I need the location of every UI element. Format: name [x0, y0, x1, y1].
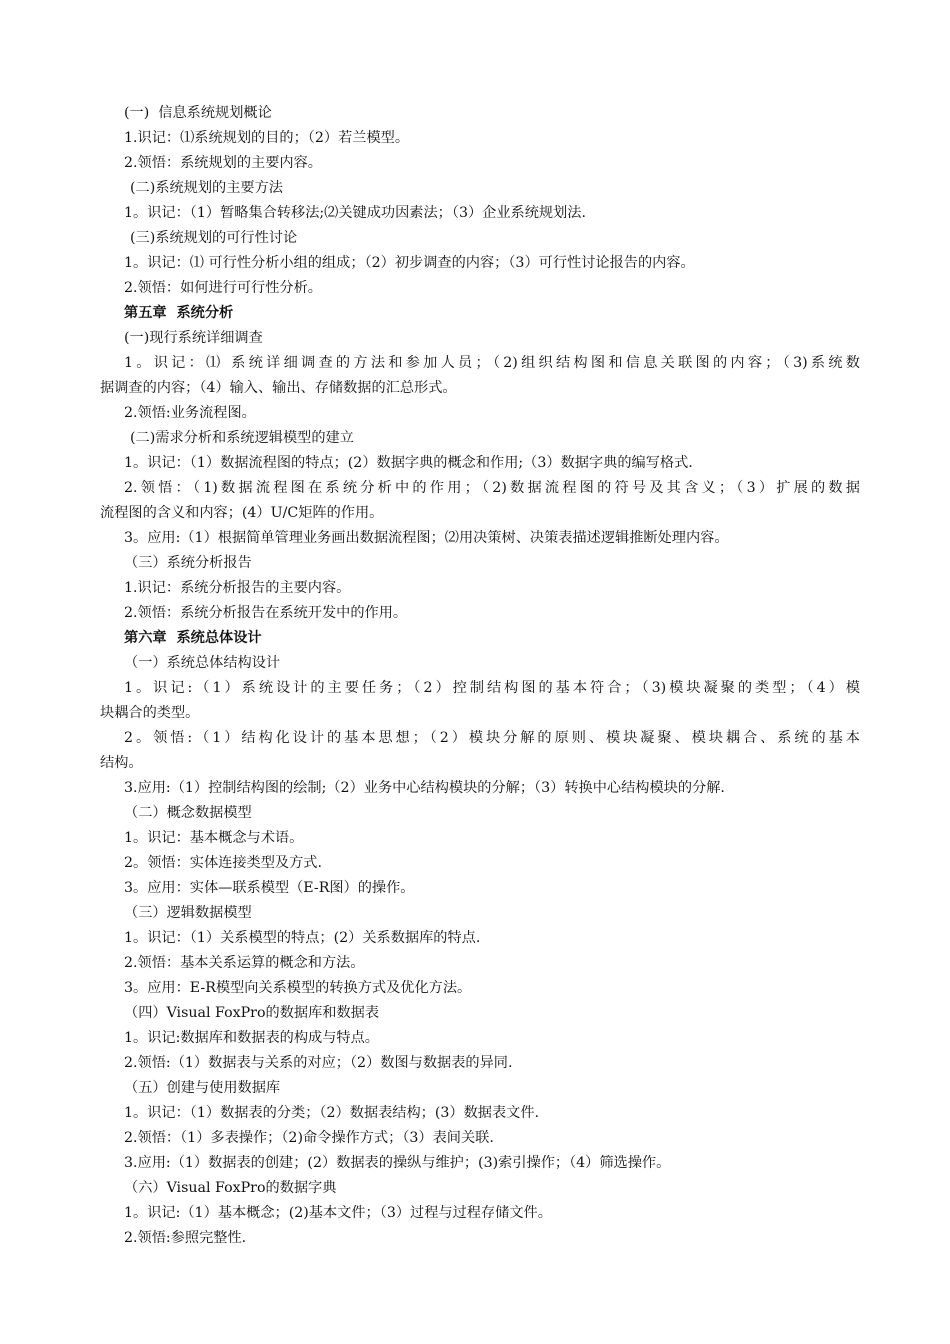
paragraph-line: 3。应用:（1）根据简单管理业务画出数据流程图；⑵用决策树、决策表描述逻辑推断处理内容。 [124, 530, 729, 546]
section-title: （五）创建与使用数据库 [124, 1080, 281, 1096]
paragraph-continuation: 据调查的内容；（4）输入、输出、存储数据的汇总形式。 [100, 380, 457, 396]
paragraph-line: 2.领悟：如何进行可行性分析。 [124, 280, 322, 296]
section-title: （四）Visual FoxPro的数据库和数据表 [124, 1005, 380, 1021]
paragraph-line: 3.应用:（1）控制结构图的绘制;（2）业务中心结构模块的分解；（3）转换中心结构模块的分解. [124, 780, 725, 796]
section-title: (二)系统规划的主要方法 [130, 180, 283, 196]
paragraph-line: 2.领悟:（1）数据表与关系的对应；（2）数图与数据表的异同. [124, 1055, 513, 1071]
paragraph-line: 1.识记：⑴系统规划的目的；（2）若兰模型。 [124, 130, 410, 146]
paragraph-line: 1。识记：（1）数据流程图的特点；(2）数据字典的概念和作用;（3）数据字典的编写格式. [124, 455, 693, 471]
paragraph-line: 2。领悟：实体连接类型及方式. [124, 855, 322, 871]
chapter-heading: 第五章 系统分析 [124, 305, 234, 321]
paragraph-line: 2.领悟：系统规划的主要内容。 [124, 155, 322, 171]
paragraph-line: 1。识记：⑴ 系统详细调查的方法和参加人员；（2)组织结构图和信息关联图的内容；（3)系统数 [124, 355, 860, 371]
chapter-heading: 第六章 系统总体设计 [124, 630, 262, 646]
paragraph-line: 3.应用:（1）数据表的创建；(2）数据表的操纵与维护；(3)索引操作；（4）筛选操作。 [124, 1155, 671, 1171]
paragraph-line: 1。识记：基本概念与术语。 [124, 830, 304, 846]
paragraph-line: 1。识记：（1）关系模型的特点；(2）关系数据库的特点. [124, 930, 481, 946]
paragraph-line: 2.领悟:业务流程图。 [124, 405, 256, 421]
section-title: (三)系统规划的可行性讨论 [130, 230, 298, 246]
paragraph-line: 2.领悟：（1)数据流程图在系统分析中的作用；（2)数据流程图的符号及其含义；（3）扩展的数据 [124, 480, 860, 496]
paragraph-line: 1.识记：系统分析报告的主要内容。 [124, 580, 351, 596]
paragraph-line: 2.领悟：（1）多表操作；（2)命令操作方式；（3）表间关联. [124, 1130, 494, 1146]
paragraph-line: 3。应用：E-R模型向关系模型的转换方式及优化方法。 [124, 980, 472, 996]
section-title: （二）概念数据模型 [124, 805, 252, 821]
section-title: （六）Visual FoxPro的数据字典 [124, 1180, 337, 1196]
paragraph-line: 1。识记:数据库和数据表的构成与特点。 [124, 1030, 379, 1046]
paragraph-continuation: 块耦合的类型。 [100, 705, 200, 721]
paragraph-line: 1。识记：⑴ 可行性分析小组的组成；（2）初步调查的内容；（3）可行性讨论报告的内容。 [124, 255, 695, 271]
section-title: （一）系统总体结构设计 [124, 655, 281, 671]
paragraph-continuation: 流程图的含义和内容；(4）U/C矩阵的作用。 [100, 505, 384, 521]
document-body [100, 101, 860, 1251]
paragraph-line: 1。识记:（1）基本概念；(2)基本文件；（3）过程与过程存储文件。 [124, 1205, 552, 1221]
paragraph-line: 2.领悟:参照完整性. [124, 1230, 247, 1246]
section-title: (一)现行系统详细调查 [124, 330, 263, 346]
paragraph-line: 2.领悟：基本关系运算的概念和方法。 [124, 955, 365, 971]
section-title: （三）系统分析报告 [124, 555, 252, 571]
paragraph-line: 1。识记:（1）系统设计的主要任务；（2）控制结构图的基本符合；（3)模块凝聚的类型；（4）模 [124, 680, 860, 696]
section-title: (二)需求分析和系统逻辑模型的建立 [130, 430, 354, 446]
paragraph-line: 1。识记：（1）数据表的分类；（2）数据表结构；(3）数据表文件. [124, 1105, 540, 1121]
paragraph-line: 1。识记：（1）暂略集合转移法;⑵关键成功因素法；（3）企业系统规划法. [124, 205, 586, 221]
section-title: （三）逻辑数据模型 [124, 905, 252, 921]
paragraph-line: 3。应用：实体—联系模型（E-R图）的操作。 [124, 880, 415, 896]
paragraph-line: 2.领悟：系统分析报告在系统开发中的作用。 [124, 605, 408, 621]
paragraph-continuation: 结构。 [100, 755, 143, 771]
paragraph-line: 2。领悟:（1）结构化设计的基本思想；（2）模块分解的原则、模块凝聚、模块耦合、系统的基本 [124, 730, 860, 746]
section-title: (一) 信息系统规划概论 [124, 105, 272, 121]
